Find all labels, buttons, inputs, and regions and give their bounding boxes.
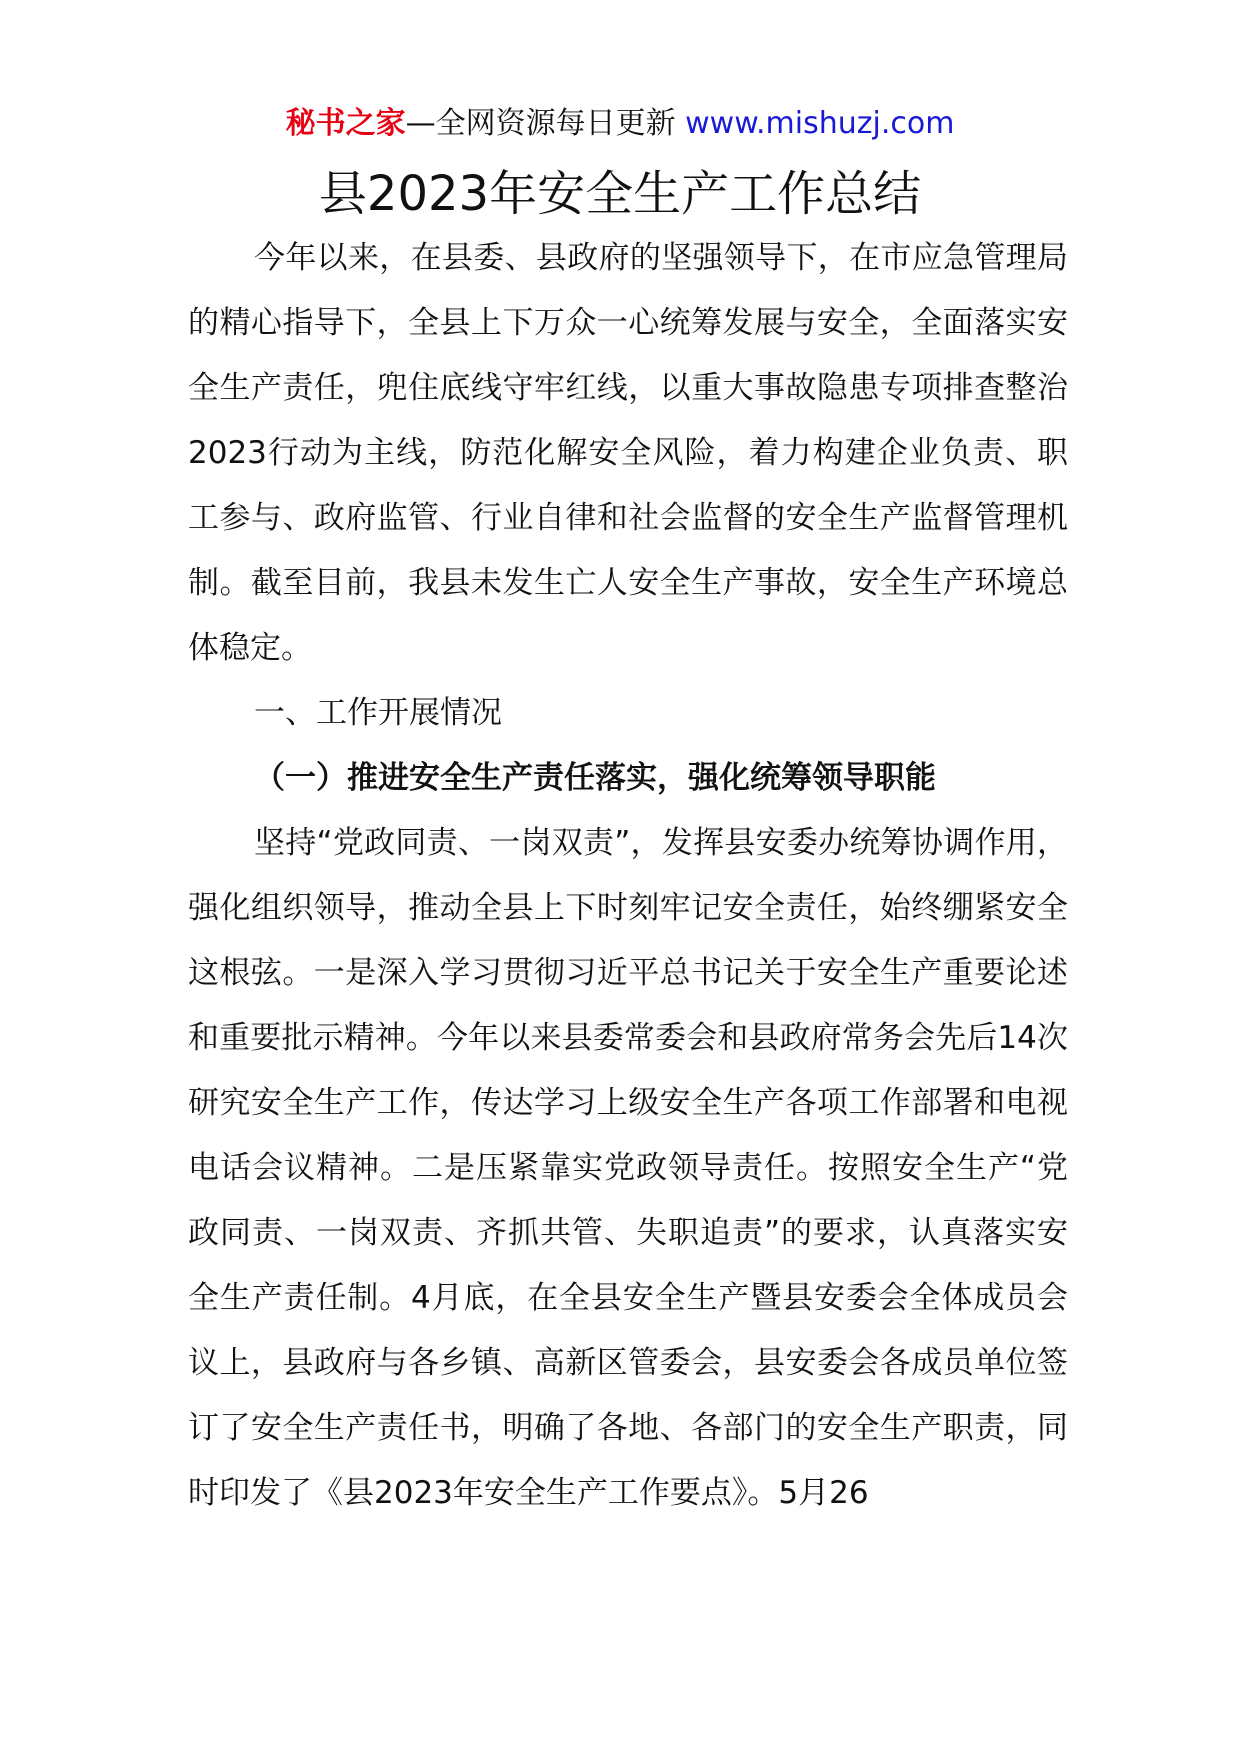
subsection-heading: （一）推进安全生产责任落实，强化统筹领导职能	[254, 760, 936, 796]
subsection-paragraph: 坚持“党政同责、一岗双责”，发挥县安委办统筹协调作用，强化组织领导，推动全县上下时刻牢记安全责任，始终绷紧安全这根弦。一是深入学习贯彻习近平总书记关于安全生产重要论述和重要批示精神。今年以来县委常委会和县政府常务会先后14次研究安全生产工作，传达学习上级安全生产各项工作部署和电视电话会议精神。二是压紧靠实党政领导责任。按照安全生产“党政同责、一岗双责、齐抓共管、失职追责”的要求，认真落实安全生产责任制。4月底，在全县安全生产暨县安委会全体成员会议上，县政府与各乡镇、高新区管委会，县安委会各成员单位签订了安全生产责任书，明确了各地、各部门的安全生产职责，同时印发了《县2023年安全生产工作要点》。5月26	[188, 825, 1068, 1511]
page-title: 县2023年安全生产工作总结	[318, 166, 922, 222]
header-tagline: —全网资源每日更新	[405, 106, 676, 141]
section-heading: 一、工作开展情况	[254, 695, 502, 731]
brand-name: 秘书之家	[285, 106, 406, 141]
document-body	[188, 226, 1068, 1526]
site-url-link[interactable]: www.mishuzj.com	[685, 106, 955, 141]
site-header	[0, 100, 1240, 148]
intro-paragraph: 今年以来，在县委、县政府的坚强领导下，在市应急管理局的精心指导下，全县上下万众一心统筹发展与安全，全面落实安全生产责任，兜住底线守牢红线，以重大事故隐患专项排查整治2023行动为主线，防范化解安全风险，着力构建企业负责、职工参与、政府监管、行业自律和社会监督的安全生产监督管理机制。截至目前，我县未发生亡人安全生产事故，安全生产环境总体稳定。	[188, 240, 1068, 666]
